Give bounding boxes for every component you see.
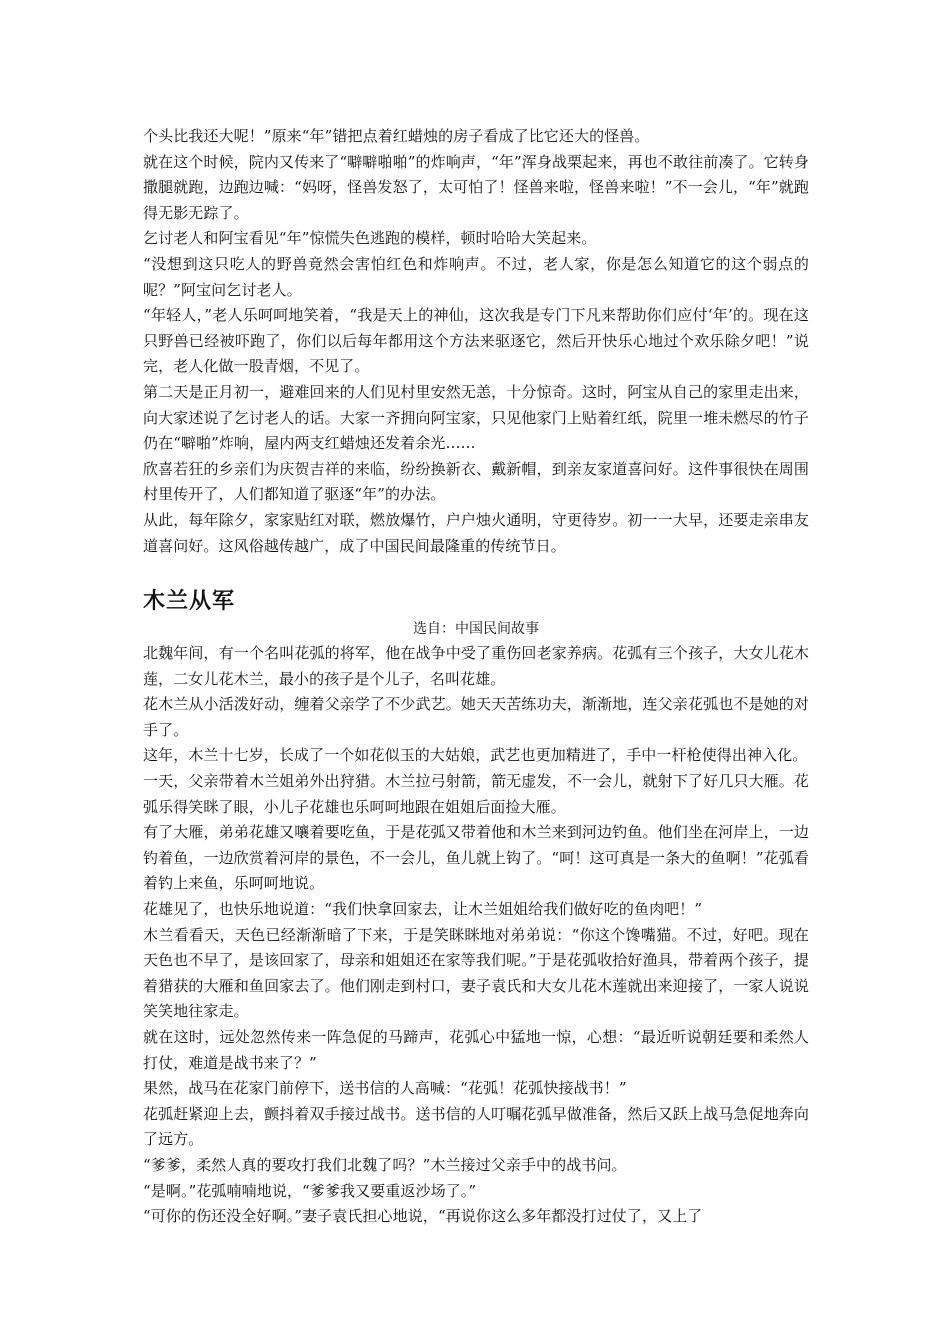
paragraph: “是啊。”花弧喃喃地说，“爹爹我又要重返沙场了。” [143, 1181, 477, 1200]
paragraph: 果然，战马在花家门前停下，送书信的人高喊：“花弧！花弧快接战书！” [143, 1079, 627, 1098]
paragraph: 花雄见了，也快乐地说道：“我们快拿回家去，让木兰姐姐给我们做好吃的鱼肉吧！” [143, 900, 703, 919]
paragraph: “可你的伤还没全好啊。”妻子袁氏担心地说，“再说你这么多年都没打过仗了，又上了 [143, 1207, 703, 1226]
paragraph: 欣喜若狂的乡亲们为庆贺吉祥的来临，纷纷换新衣、戴新帽，到亲友家道喜问好。这件事很快在周围村里传开了，人们都知道了驱逐“年”的办法。 [143, 459, 809, 504]
paragraph: 花弧赶紧迎上去，颤抖着双手接过战书。送书信的人叮嘱花弧早做准备，然后又跃上战马急促地奔向了远方。 [143, 1104, 809, 1149]
paragraph: 木兰看看天，天色已经渐渐暗了下来，于是笑眯眯地对弟弟说：“你这个馋嘴猫。不过，好吧。现在天色也不早了，是该回家了，母亲和姐姐还在家等我们呢。”于是花弧收拾好渔具，带着两个孩子，提着猎获的大雁和鱼回家去了。他们刚走到村口，妻子袁氏和大女儿花木莲就出来迎接了，一家人说说笑笑地往家走。 [143, 925, 809, 1021]
paragraph: 有了大雁，弟弟花雄又嚷着要吃鱼，于是花弧又带着他和木兰来到河边钓鱼。他们坐在河岸上，一边钓着鱼，一边欣赏着河岸的景色，不一会儿，鱼儿就上钩了。“呵！这可真是一条大的鱼啊！”花弧看着钓上来鱼，乐呵呵地说。 [143, 823, 809, 893]
paragraph: 一天，父亲带着木兰姐弟外出狩猎。木兰拉弓射箭，箭无虚发，不一会儿，就射下了好几只大雁。花弧乐得笑眯了眼，小儿子花雄也乐呵呵地跟在姐姐后面捡大雁。 [143, 772, 809, 816]
paragraph: 从此，每年除夕，家家贴红对联，燃放爆竹，户户烛火通明，守更待岁。初一一大早，还要走亲串友道喜问好。这风俗越传越广，成了中国民间最隆重的传统节日。 [143, 510, 809, 555]
paragraph: 这年，木兰十七岁，长成了一个如花似玉的大姑娘，武艺也更加精进了，手中一杆枪使得出神入化。 [143, 746, 808, 765]
paragraph: “年轻人，”老人乐呵呵地笑着，“我是天上的神仙，这次我是专门下凡来帮助你们应付‘年’的。现在这只野兽已经被吓跑了，你们以后每年都用这个方法来驱逐它，然后开快乐心地过个欢乐除夕吧！”说完，老人化做一股青烟，不见了。 [143, 306, 809, 376]
paragraph: 北魏年间，有一个名叫花弧的将军，他在战争中受了重伤回老家养病。花弧有三个孩子，大女儿花木莲，二女儿花木兰，最小的孩子是个儿子，名叫花雄。 [143, 644, 809, 688]
story-title: 木兰从军 [143, 589, 236, 615]
paragraph: 就在这时，远处忽然传来一阵急促的马蹄声，花弧心中猛地一惊，心想：“最近听说朝廷要和柔然人打仗，难道是战书来了？” [143, 1028, 809, 1072]
story-source: 选自：中国民间故事 [413, 621, 539, 638]
paragraph: 第二天是正月初一，避难回来的人们见村里安然无恙，十分惊奇。这时，阿宝从自己的家里走出来，向大家述说了乞讨老人的话。大家一齐拥向阿宝家，只见他家门上贴着红纸，院里一堆未燃尽的竹子仍在“噼啪”炸响，屋内两支红蜡烛还发着余光…… [143, 382, 809, 453]
paragraph: 就在这个时候，院内又传来了“噼噼啪啪”的炸响声，“年”浑身战栗起来，再也不敢往前凑了。它转身撒腿就跑，边跑边喊：“妈呀，怪兽发怒了，太可怕了！怪兽来啦，怪兽来啦！”不一会儿，“年”就跑得无影无踪了。 [143, 152, 809, 222]
document-page [143, 124, 809, 1230]
paragraph: 个头比我还大呢！”原来“年”错把点着红蜡烛的房子看成了比它还大的怪兽。 [143, 127, 650, 145]
paragraph: 花木兰从小活泼好动，缠着父亲学了不少武艺。她天天苦练功夫，渐渐地，连父亲花弧也不是她的对手了。 [143, 695, 809, 739]
paragraph: 乞讨老人和阿宝看见“年”惊慌失色逃跑的模样，顿时哈哈大笑起来。 [143, 229, 597, 248]
paragraph: “爹爹，柔然人真的要攻打我们北魏了吗？”木兰接过父亲手中的战书问。 [143, 1155, 627, 1174]
paragraph: “没想到这只吃人的野兽竟然会害怕红色和炸响声。不过，老人家，你是怎么知道它的这个弱点的呢？”阿宝问乞讨老人。 [143, 254, 809, 299]
